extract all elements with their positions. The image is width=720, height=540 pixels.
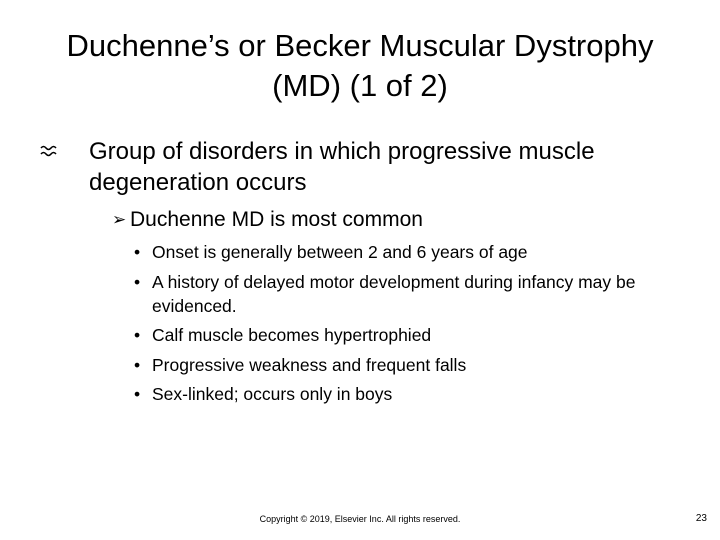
arrow-bullet-icon: ➢ [112, 210, 127, 230]
bullet-dot-icon: • [134, 325, 141, 345]
bullet-dot-icon: • [134, 271, 141, 292]
bullet-level1-text: Group of disorders in which progressive muscle degeneration occurs [89, 138, 595, 196]
list-item: • Progressive weakness and frequent falls [134, 354, 467, 375]
water-wave-icon [40, 142, 58, 160]
list-item: • A history of delayed motor development during infancy may be evidenced. [134, 271, 636, 316]
list-item: • Onset is generally between 2 and 6 years of age [134, 242, 528, 262]
list-item: • Calf muscle becomes hypertrophied [134, 325, 432, 345]
bullet-dot-icon: • [134, 242, 141, 262]
bullet-level3-list [132, 240, 652, 412]
list-item: • Sex-linked; occurs only in boys [134, 384, 393, 404]
bullet-level2-text: Duchenne MD is most common [130, 208, 423, 231]
bullet-dot-icon: • [134, 384, 141, 404]
slide-title: Duchenne’s or Becker Muscular Dystrophy (MD) (1 of 2) [66, 28, 654, 103]
copyright-footer: Copyright © 2019, Elsevier Inc. All rights reserved. [259, 514, 461, 524]
bullet-dot-icon: • [134, 354, 141, 375]
page-number: 23 [695, 513, 707, 524]
